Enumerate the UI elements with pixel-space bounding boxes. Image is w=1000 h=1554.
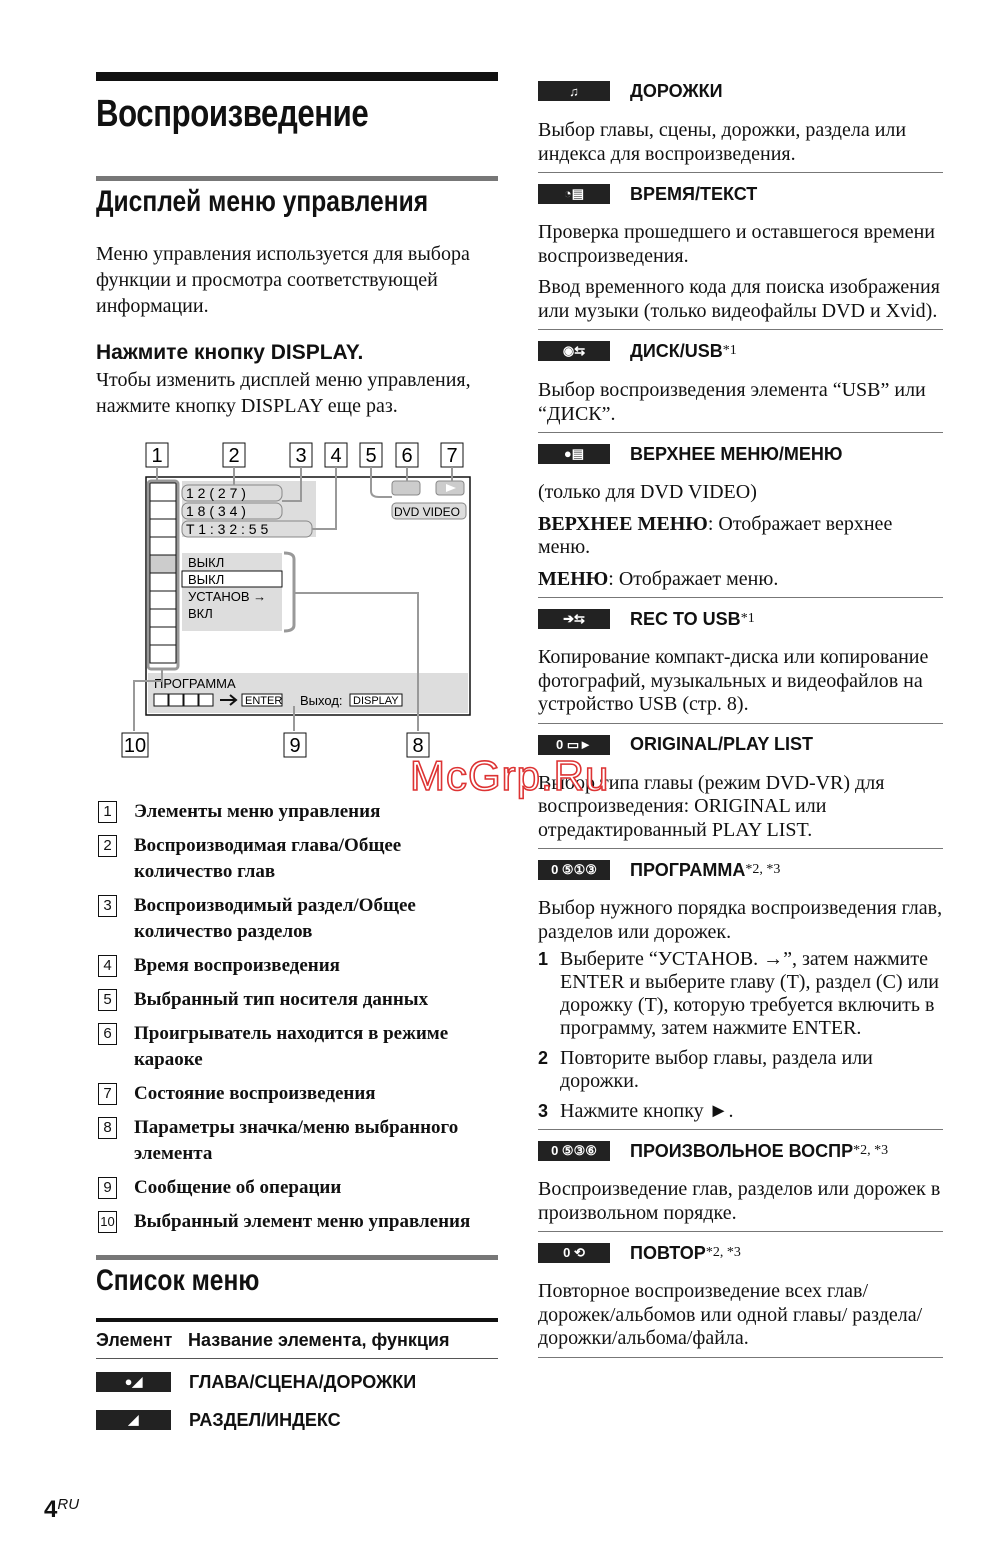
display-label: DISPLAY xyxy=(353,695,399,707)
playlist-icon: 0 ▭► xyxy=(538,735,610,755)
legend-item: 2 Воспроизводимая глава/Общее количество глав xyxy=(96,833,498,885)
rec-to-usb-icon: ➔⇆ xyxy=(538,609,610,629)
section-rule xyxy=(96,1255,498,1260)
callout-6: 6 xyxy=(401,445,413,467)
callout-top xyxy=(146,443,463,467)
callout-8: 8 xyxy=(412,735,424,757)
option-4: ВКЛ xyxy=(188,606,213,621)
legend-item: 9 Сообщение об операции xyxy=(96,1175,498,1201)
disc-usb-icon: ◉⇆ xyxy=(538,341,610,361)
menu-list-icon: ●▤ xyxy=(538,444,610,464)
clapper-icon: ◢ xyxy=(96,1410,171,1430)
title-rule xyxy=(96,72,498,81)
shuffle-icon: 0 ⑤③⑥ xyxy=(538,1141,610,1161)
option-3: УСТАНОВ → xyxy=(188,589,267,604)
col-name: Название элемента, функция xyxy=(188,1330,450,1350)
chapter-readout: 1 2 ( 2 7 ) xyxy=(186,485,246,501)
legend-item: 7 Состояние воспроизведения xyxy=(96,1081,498,1107)
menu-item-shuffle: 0 ⑤③⑥ ПРОИЗВОЛЬНОЕ ВОСПР *2, *3 Воспроизведение глав, разделов или дорожек в произвольном порядке. xyxy=(538,1130,943,1232)
legend-item: 5 Выбранный тип носителя данных xyxy=(96,987,498,1013)
display-instruction: Чтобы изменить дисплей меню управления, нажмите кнопку DISPLAY еще раз. xyxy=(96,369,471,417)
legend-item: 6 Проигрыватель находится в режиме караоке xyxy=(96,1021,498,1073)
callout-4: 4 xyxy=(330,445,342,467)
menu-item-rec-usb: ➔⇆ REC TO USB *1 Копирование компакт-диска или копирование фотографий, музыкальных и видеофайлов на устройство USB (стр. 8). xyxy=(538,598,943,724)
menu-item-track: ♫ ДОРОЖКИ Выбор главы, сцены, дорожки, раздела или индекса для воспроизведения. xyxy=(538,72,943,173)
menu-item-program: 0 ⑤①③ ПРОГРАММА *2, *3 Выбор нужного порядка воспроизведения глав, разделов или дорожек. 1 Выберите “УСТАНОВ. →”, затем нажмите ENTER и выберите главу (T), раздел (C) или дорожку (T), которую требуется включить в программу, затем нажмите ENTER. 2 Повторите выбор главы, раздела или дорожки. 3 Нажмите кнопку ►. xyxy=(538,849,943,1130)
legend-item: 1 Элементы меню управления xyxy=(96,799,498,825)
menu-item-original: 0 ▭► ORIGINAL/PLAY LIST Выбор типа главы (режим DVD-VR) для воспроизведения: ORIGINAL или отредактированный PLAY LIST. xyxy=(538,724,943,850)
callout-1: 1 xyxy=(151,445,163,467)
repeat-icon: 0 ⟲ xyxy=(538,1243,610,1263)
press-display-heading: Нажмите кнопку DISPLAY. xyxy=(96,341,364,364)
legend-item: 10 Выбранный элемент меню управления xyxy=(96,1209,498,1235)
callout-9: 9 xyxy=(289,735,301,757)
menu-item-top-menu: ●▤ ВЕРХНЕЕ МЕНЮ/МЕНЮ (только для DVD VIDEO) ВЕРХНЕЕ МЕНЮ: Отображает верхнее меню. МЕНЮ: Отображает меню. xyxy=(538,433,943,598)
page-number: $4^{RU}$ xyxy=(44,1496,80,1523)
enter-label: ENTER xyxy=(245,695,283,707)
nav-arrow-buttons xyxy=(154,694,213,706)
program-icon: 0 ⑤①③ xyxy=(538,860,610,880)
page-title: Воспроизведение xyxy=(96,93,369,135)
legend-item: 4 Время воспроизведения xyxy=(96,953,498,979)
option-2: ВЫКЛ xyxy=(188,572,225,587)
step-item: 2 Повторите выбор главы, раздела или дорожки. xyxy=(538,1047,873,1092)
legend-list xyxy=(96,799,498,1235)
callout-2: 2 xyxy=(228,445,240,467)
callout-5: 5 xyxy=(365,445,377,467)
callout-10: 10 xyxy=(123,735,147,757)
menu-item-disc-usb: ◉⇆ ДИСК/USB *1 Выбор воспроизведения элемента “USB” или “ДИСК”. xyxy=(538,330,943,433)
intro-text: Меню управления используется для выбора функции и просмотра соответствующей информации. xyxy=(96,243,470,317)
col-element: Элемент xyxy=(96,1330,173,1350)
clock-text-icon: ◔▤ xyxy=(538,184,610,204)
callout-7: 7 xyxy=(446,445,458,467)
chapter-icon: ●◢ xyxy=(96,1372,171,1392)
music-note-icon: ♫ xyxy=(538,81,610,101)
control-menu-diagram xyxy=(96,441,498,771)
media-type: DVD VIDEO xyxy=(394,505,461,519)
exit-label: Выход: xyxy=(300,693,343,708)
watermark: McGrp.Ru xyxy=(410,752,610,799)
option-1: ВЫКЛ xyxy=(188,555,225,570)
section-heading-display: Дисплей меню управления xyxy=(96,185,429,218)
menu-row-chapter: ●◢ ГЛАВА/СЦЕНА/ДОРОЖКИ xyxy=(96,1363,498,1401)
step-item: 1 Выберите “УСТАНОВ. →”, затем нажмите ENTER и выберите главу (T), раздел (C) или дорожку (T), которую требуется включить в программу, затем нажмите ENTER. xyxy=(538,948,939,1039)
menu-row-title: ◢ РАЗДЕЛ/ИНДЕКС xyxy=(96,1401,498,1439)
section-rule xyxy=(96,176,498,181)
time-readout: T 1 : 3 2 : 5 5 xyxy=(186,521,269,537)
callout-3: 3 xyxy=(295,445,307,467)
callout-bottom xyxy=(122,733,429,757)
menu-icon-column xyxy=(150,483,176,663)
legend-item: 8 Параметры значка/меню выбранного элемента xyxy=(96,1115,498,1167)
program-steps xyxy=(538,948,943,1123)
status-label: ПРОГРАММА xyxy=(154,676,236,691)
legend-item: 3 Воспроизводимый раздел/Общее количество разделов xyxy=(96,893,498,945)
title-readout: 1 8 ( 3 4 ) xyxy=(186,503,246,519)
menu-item-repeat: 0 ⟲ ПОВТОР *2, *3 Повторное воспроизведение всех глав/ дорожек/альбомов или одной главы/ раздела/дорожки/альбома/файла. xyxy=(538,1232,943,1358)
step-item: 3 Нажмите кнопку ►. xyxy=(538,1100,734,1122)
right-column xyxy=(538,72,943,1358)
menu-table-header xyxy=(96,1318,498,1359)
menu-item-time: ◔▤ ВРЕМЯ/ТЕКСТ Проверка прошедшего и оставшегося времени воспроизведения. Ввод временного кода для поиска изображения или музыки (только видеофайлы DVD и Xvid). xyxy=(538,173,943,330)
section-heading-menu-list: Список меню xyxy=(96,1264,260,1297)
